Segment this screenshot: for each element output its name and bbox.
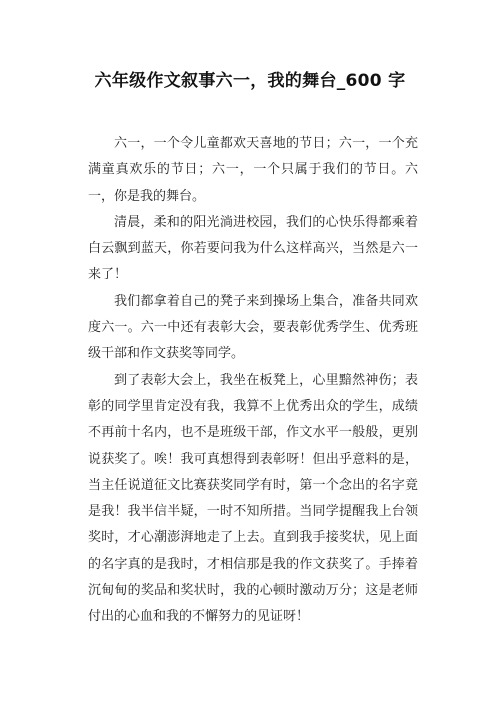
paragraph-4: 到了表彰大会上，我坐在板凳上，心里黯然神伤；表彰的同学里肯定没有我，我算不上优秀出众的学生，成绩不再前十名内，也不是班级干部，作文水平一般般，更别说获奖了。唉！我可真想得到表彰呀！但出乎意料的是，当主任说道征文比赛获奖同学有时，第一个念出的名字竟是我！我半信半疑，一时不知所措。当同学提醒我上台领奖时，才心潮澎湃地走了上去。直到我手接奖状，见上面的名字真的是我时，才相信那是我的作文获奖了。手捧着沉甸甸的奖品和奖状时，我的心顿时激动万分；这是老师付出的心血和我的不懈努力的见证呀！ <box>88 372 418 625</box>
document-title: 六年级作文叙事六一，我的舞台_600 字 <box>94 71 406 91</box>
paragraph-3: 我们都拿着自己的凳子来到操场上集合，准备共同欢度六一。六一中还有表彰大会，要表彰优秀学生、优秀班级干部和作文获奖等同学。 <box>88 293 418 362</box>
paragraph-1: 六一，一个令儿童都欢天喜地的节日；六一，一个充满童真欢乐的节日；六一，一个只属于我们的节日。六一，你是我的舞台。 <box>88 136 418 204</box>
document-body <box>88 131 418 631</box>
paragraph-2: 清晨，柔和的阳光淌进校园，我们的心快乐得都乘着白云飘到蓝天，你若要问我为什么这样高兴，当然是六一来了！ <box>88 214 418 283</box>
